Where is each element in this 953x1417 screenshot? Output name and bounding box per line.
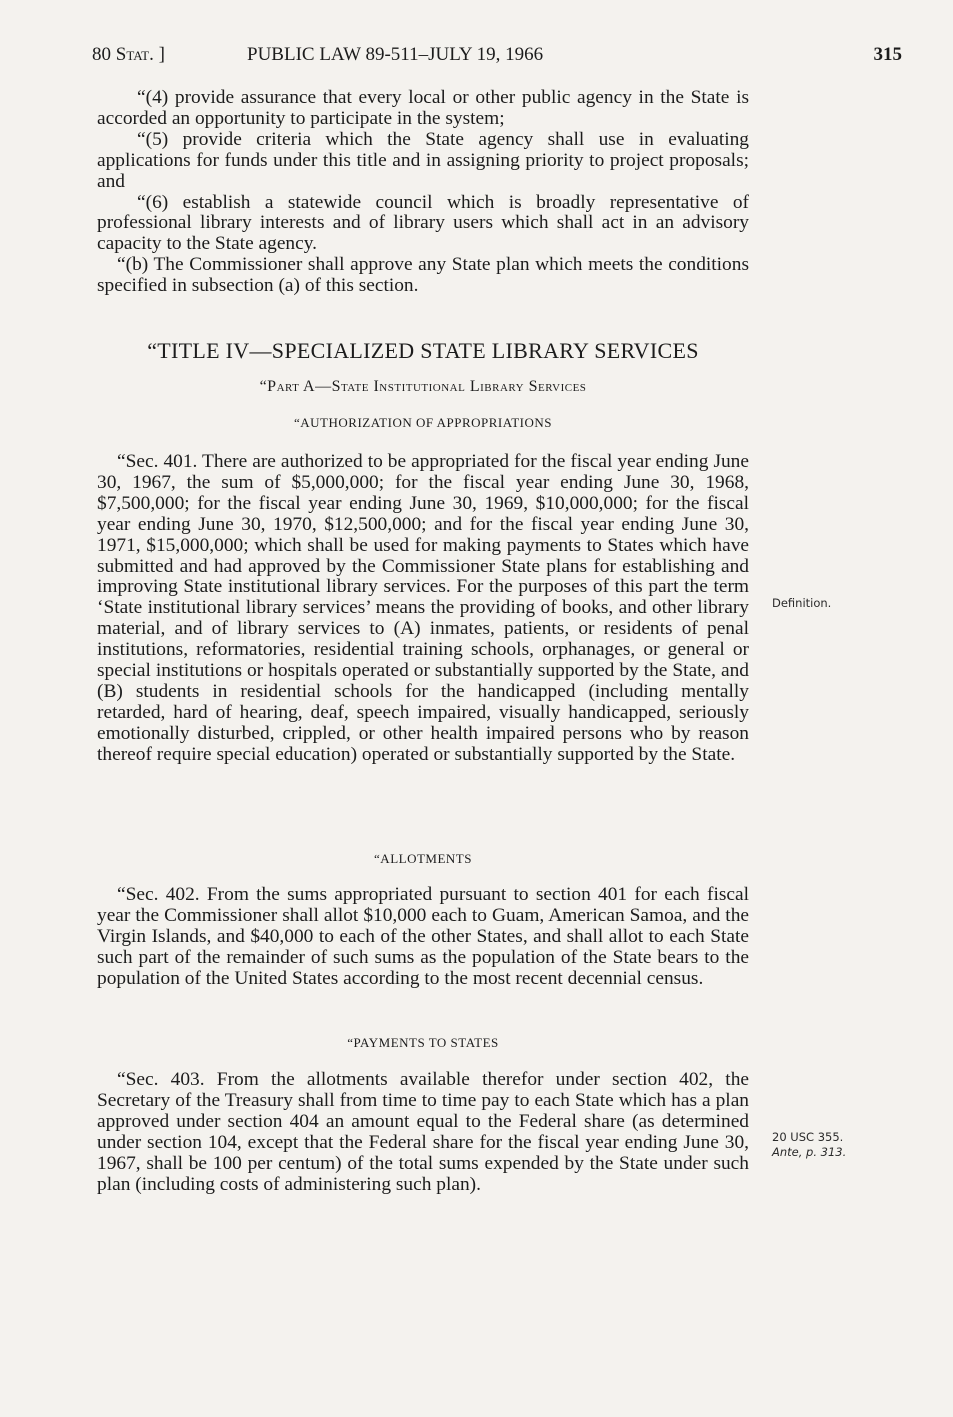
section-402-text: “Sec. 402. From the sums appropriated pursuant to section 401 for each fiscal year the Commissioner shall allot $10,000 each to Guam, American Samoa, and the Virgin Islands, and $40,000 to each of the other States, and shall allot to each State such part of the remainder of such sums as the population of the State bears to the population of the United States according to the most recent decennial census.	[97, 884, 749, 989]
paragraph-b: “(b) The Commissioner shall approve any State plan which meets the conditions specified in subsection (a) of this section.	[97, 254, 749, 297]
usc-reference-note	[772, 1130, 846, 1160]
page-number: 315	[873, 44, 902, 65]
paragraph-4: “(4) provide assurance that every local or other public agency in the State is accorded an opportunity to participate in the system;	[97, 87, 749, 129]
part-a-heading: “Part A—State Institutional Library Services	[259, 378, 587, 395]
section-403-text: “Sec. 403. From the allotments available therefor under section 402, the Secretary of the Treasury shall from time to time pay to each State which has a plan approved under section 404 an amount equal to the Federal share (as determined under section 104, except that the Federal share for the fiscal year ending June 30, 1967, shall be 100 per centum) of the total sums expended by the State under such plan (including costs of administering such plan).	[97, 1069, 749, 1195]
usc-citation: 20 USC 355.	[772, 1130, 844, 1144]
plan-requirements	[97, 88, 749, 297]
section-403	[97, 1070, 749, 1195]
payments-heading: “PAYMENTS TO STATES	[347, 1035, 499, 1050]
volume-reference: 80 Stat. ]	[92, 44, 165, 65]
section-401-text: “Sec. 401. There are authorized to be appropriated for the fiscal year ending June 30, 1967, the sum of $5,000,000; for the fiscal year ending June 30, 1968, $7,500,000; for the fiscal year ending June 30, 1969, $10,000,000; for the fiscal year ending June 30, 1970, $12,500,000; and for the fiscal year ending June 30, 1971, $15,000,000; which shall be used for making payments to States which have submitted and had approved by the Commissioner State plans for establishing and improving State institutional library services. For the purposes of this part the term ‘State institutional library services’ means the providing of books, and other library material, and of library services to (A) inmates, patients, or residents of penal institutions, reformatories, residential training schools, orphanages, or general or special institutions or hospitals operated or substantially supported by the State, and (B) students in residential schools for the handicapped (including mentally retarded, hard of hearing, deaf, speech impaired, visually handicapped, seriously emotionally disturbed, crippled, or other health impaired persons who by reason thereof require special education) operated or substantially supported by the State.	[97, 451, 749, 765]
section-402	[97, 885, 749, 990]
ante-citation: Ante, p. 313.	[772, 1145, 847, 1159]
page-header	[92, 44, 902, 74]
law-title: PUBLIC LAW 89-511–JULY 19, 1966	[247, 44, 544, 65]
title-iv-heading: “TITLE IV—SPECIALIZED STATE LIBRARY SERVICES	[147, 338, 699, 363]
section-401	[97, 452, 749, 766]
definition-note: Definition.	[772, 596, 832, 610]
paragraph-6: “(6) establish a statewide council which is broadly representative of professional library interests and of library users which shall act in an advisory capacity to the State agency.	[97, 191, 749, 255]
allotments-heading: “ALLOTMENTS	[374, 851, 472, 866]
authorization-heading: “AUTHORIZATION OF APPROPRIATIONS	[294, 415, 552, 430]
paragraph-5: “(5) provide criteria which the State agency shall use in evaluating applications for funds under this title and in assigning priority to project proposals; and	[97, 128, 749, 192]
